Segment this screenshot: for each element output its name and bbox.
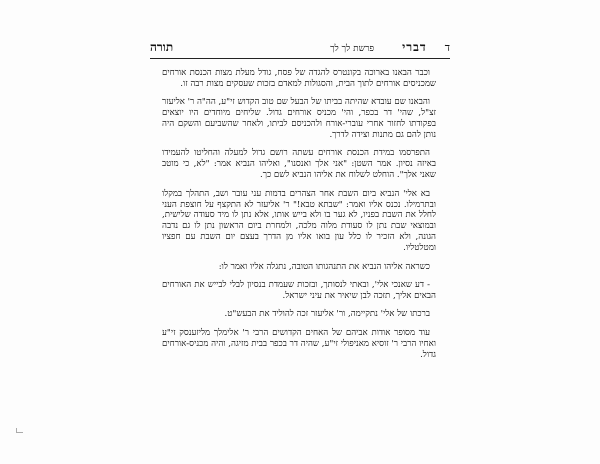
paragraph: עוד מסופר אודות אביהם של האחים הקדושים הרבי ר' אלימלך מליזענסק זי"ע ואחיו הרבי ר' זוסיא מאניפולי זי"ע, שהיה דר בכפר בבית מזיגה, והיה מכניס-אורחים גדול.: [162, 327, 436, 360]
paragraph: ברכתו של אלי' נתקיימה, ור' אליעזר זכה להוליד את הבעש"ט.: [224, 309, 430, 320]
parsha-name: פרשת לך לך: [330, 44, 375, 54]
scan-corner-mark: [16, 428, 23, 433]
paragraph: בא אלי' הנביא ביום השבת אחר הצהרים בדמות עני עובר ושב, התהלך במקלו ובתרמילו. נכנס אליו ואמר: "שבתא טבא!" ר' אליעזר לא התקצף על חוצפת העני לחלל את השבת בפניו, לא גער בו ולא בייש אותו, אלא נתן לו מיד סעודה שלישית, ובמוצאי שבת נתן לו סעודת מלוה מלכה, ולמחרת ביום הראשון נתן לו גם נדבה הגונה, ולא הזכיר לו כלל עון בואו אליו מן הדרך בעצם יום השבת עם חפציו ומטלטליו.: [162, 188, 436, 254]
paragraph: וכבר הבאנו בארוכה בקונטרס להגדה של פסח, גודל מעלת מצות הכנסת אורחים שמכניסים אורחים לתוך הבית, והסגולות למאדם בזכות שעסקים מצות רבה זו.: [162, 68, 436, 89]
paragraph: - דע שאנכי אלי', ובאתי לנסותך, ובזכות שעמדת בנסיון לבלי לבייש את האורחים הבאים אליך, תזכה לבן שיאיר את עיני ישראל.: [162, 280, 436, 301]
running-header: [150, 40, 450, 58]
paragraph: כשראה אליהו הנביא את התנהגותו הטובה, נתגלה אליו ואמר לו:: [218, 261, 430, 272]
book-title: דברי: [402, 40, 427, 54]
paragraph: התפרסמו במידת הכנסת אורחים עשתה רושם גדול למעלה והחליטו להעמידו באיזה נסיון. אמר השטן: "אני אלך ואנסנו", ואליהו הנביא אמר: "לא, כי מוטב שאני אלך". הוחלט לשלוח את אליהו הנביא לשם כך.: [162, 148, 436, 181]
page-number: ד: [444, 41, 450, 54]
torah-label: תורה: [150, 40, 174, 54]
paragraph: והבאנו שם עובדא שהיתה בביתו של הבעל שם טוב הקדוש זי"ע, הה"ה ר' אליעזר זצ"ל, שהי' דר בכפר, והי' מכניס אורחים גדול. שליחים מיוחדים היו יוצאים בפקודתו לחזור אחרי עוברי-אורח ולהכניסם לביתו, ולאחר שהשביעם והשקם היה נותן להם גם מתנות וצידה לדרך.: [162, 97, 436, 141]
header-rule: [150, 58, 450, 59]
body-text: [162, 68, 436, 360]
